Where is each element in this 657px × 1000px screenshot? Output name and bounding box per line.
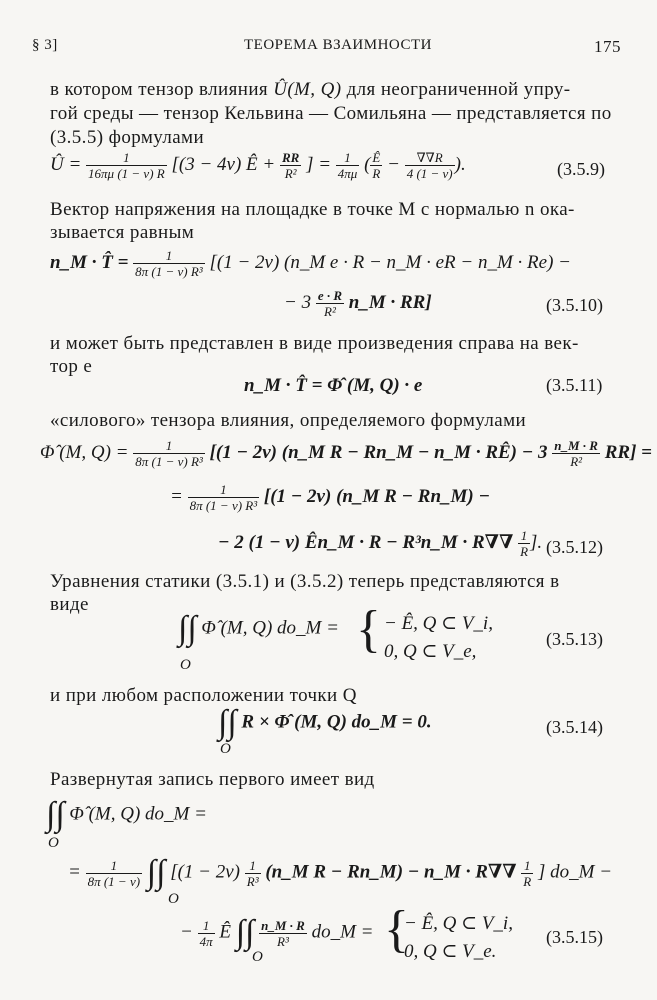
fraction — [518, 528, 530, 559]
fraction-denominator: 16πμ (1 − ν) R — [88, 166, 165, 181]
double-integral-icon: ∫∫ — [218, 704, 237, 741]
fraction — [521, 858, 533, 889]
equation-number: (3.5.13) — [546, 629, 603, 649]
equation-number: (3.5.10) — [546, 295, 603, 315]
eq-term: ]. — [530, 531, 543, 553]
eq-term: = — [68, 861, 81, 883]
paragraph-line: (3.5.5) формулами — [50, 127, 205, 148]
fraction-denominator: R³ — [246, 873, 259, 889]
equation-3-5-15-line-2 — [68, 856, 612, 890]
fraction-numerator: n_M · R — [554, 438, 598, 453]
fraction-numerator: 1 — [245, 858, 261, 874]
equation-3-5-9 — [50, 150, 466, 181]
paragraph-line: тор e — [50, 356, 93, 377]
eq-lhs: n_M · T̂ = — [50, 251, 129, 273]
fraction-numerator: RR — [281, 150, 300, 165]
equation-3-5-14 — [218, 706, 432, 740]
equation-3-5-12-line-2 — [170, 482, 490, 513]
fraction-numerator: Ê — [372, 150, 381, 165]
eq-term: ). — [454, 153, 466, 175]
fraction-numerator: e · R — [317, 288, 343, 303]
fraction — [316, 288, 344, 319]
fraction-denominator: R² — [570, 454, 583, 469]
fraction — [133, 438, 205, 469]
integration-domain: O — [180, 657, 191, 673]
fraction — [405, 150, 455, 181]
eq-term: R × Φ̂ (M, Q) do_M = 0. — [241, 711, 432, 733]
fraction-numerator: n_M · R — [261, 917, 305, 933]
text-run: для неограниченной упру- — [346, 79, 571, 100]
fraction — [198, 918, 215, 949]
equation-number: (3.5.11) — [546, 375, 603, 395]
left-brace-icon: { — [356, 601, 381, 658]
equation-3-5-15-line-3 — [180, 916, 373, 950]
fraction — [370, 150, 382, 181]
equation-3-5-11: n_M · T̂ = Φ̂ (M, Q) · e — [244, 375, 423, 396]
fraction-denominator: 8π (1 − ν) R³ — [135, 454, 203, 469]
fraction-numerator: 1 — [133, 248, 205, 264]
eq-term: [(1 − 2ν) (n_M R − Rn_M − n_M · RÊ) − 3 — [209, 441, 548, 463]
fraction — [280, 150, 301, 181]
eq-term: n_M · RR] — [348, 291, 432, 313]
fraction — [245, 858, 261, 889]
tensor-symbol: Û(M, Q) — [273, 79, 342, 100]
fraction-denominator: 4πμ — [337, 166, 358, 181]
fraction-numerator: ∇∇R — [405, 150, 455, 166]
text-run: Вектор напряжения на площадке в точке M с нормалью n — [50, 199, 535, 220]
equation-3-5-13 — [178, 612, 339, 646]
fraction-numerator: 1 — [188, 482, 260, 498]
eq-term: [(1 − 2ν) (n_M e · R − n_M · eR − n_M · Re) − — [209, 251, 571, 273]
eq-term: [(1 − 2ν) (n_M R − Rn_M) − — [263, 485, 491, 507]
equation-3-5-12-line-3 — [218, 528, 542, 559]
fraction-denominator: R³ — [277, 933, 289, 949]
case-line: 0, Q ⊂ V_e. — [404, 941, 497, 962]
integration-domain: O — [168, 891, 179, 907]
eq-lhs: Φ̂ (M, Q) = — [40, 441, 129, 463]
double-integral-icon: ∫∫ — [235, 914, 255, 951]
fraction-numerator: 1 — [133, 438, 205, 454]
double-integral-icon: ∫∫ — [146, 854, 166, 891]
paragraph-line — [50, 200, 575, 219]
fraction-denominator: 8π (1 − ν) — [87, 873, 141, 889]
fraction-denominator: R² — [284, 166, 297, 181]
paragraph-line: зывается равным — [50, 222, 195, 243]
equation-3-5-10-line-2 — [284, 288, 432, 319]
paragraph-line: Развернутая запись первого имеет вид — [50, 769, 375, 790]
integration-domain: O — [220, 741, 231, 757]
paragraph-line — [50, 80, 570, 99]
fraction — [86, 150, 167, 181]
fraction-denominator: 8π (1 − ν) R³ — [189, 498, 258, 513]
equation-3-5-12-line-1 — [40, 438, 652, 469]
eq-term: (n_M R − Rn_M) − n_M · R∇∇ — [265, 861, 517, 883]
fraction-denominator: 8π (1 − ν) R³ — [135, 264, 203, 279]
page-number: 175 — [594, 37, 621, 56]
integration-domain: O — [48, 835, 59, 851]
integration-domain: O — [252, 949, 263, 965]
eq-term: Ê — [219, 921, 231, 943]
double-integral-icon: ∫∫ — [178, 610, 197, 647]
equation-number: (3.5.12) — [546, 537, 603, 557]
eq-term: ] do_M − — [538, 861, 613, 883]
running-title: ТЕОРЕМА ВЗАИМНОСТИ — [244, 37, 432, 53]
text-run: ока- — [539, 199, 575, 220]
eq-term: − 2 (1 − ν) Ên_M · R − R³n_M · R∇∇ — [218, 531, 514, 553]
section-marker: § 3] — [32, 37, 58, 53]
eq-term: Φ̂ (M, Q) do_M = — [201, 617, 339, 639]
eq-lhs: Û = — [50, 153, 82, 175]
fraction-numerator: 1 — [198, 918, 215, 934]
case-line: − Ê, Q ⊂ V_i, — [404, 913, 513, 934]
fraction-numerator: 1 — [86, 858, 142, 874]
left-brace-icon: { — [384, 901, 409, 958]
fraction — [133, 248, 205, 279]
equation-3-5-10-line-1 — [50, 248, 571, 279]
fraction-denominator: R — [523, 873, 532, 889]
eq-term: [(1 − 2ν) — [170, 861, 240, 883]
fraction-numerator: 1 — [86, 150, 167, 166]
equation-number: (3.5.15) — [546, 927, 603, 947]
eq-term: RR] = — [604, 441, 652, 463]
fraction-denominator: R — [520, 544, 529, 559]
case-line: 0, Q ⊂ V_e, — [384, 641, 477, 662]
eq-term: = — [170, 485, 183, 507]
eq-term: do_M = — [311, 921, 374, 943]
eq-term: − 3 — [284, 291, 312, 313]
case-line: − Ê, Q ⊂ V_i, — [384, 613, 493, 634]
paragraph-line: виде — [50, 594, 89, 615]
fraction — [552, 438, 600, 469]
fraction-denominator: 4π — [199, 933, 213, 949]
eq-term: Φ̂ (M, Q) do_M = — [69, 803, 207, 825]
paragraph-line: гой среды — тензор Кельвина — Сомильяна — представляется по — [50, 103, 612, 124]
fraction — [86, 858, 142, 889]
paragraph-line: и при любом расположении точки Q — [50, 685, 357, 706]
fraction — [336, 150, 360, 181]
equation-3-5-15-line-1 — [46, 798, 207, 832]
eq-term: ] = — [306, 153, 332, 175]
equation-number: (3.5.14) — [546, 717, 603, 737]
fraction-numerator: 1 — [518, 528, 530, 544]
fraction-numerator: 1 — [336, 150, 360, 166]
fraction-denominator: R — [372, 166, 381, 181]
paragraph-line: и может быть представлен в виде произведения справа на век- — [50, 333, 579, 354]
paragraph-line: «силового» тензора влияния, определяемого формулами — [50, 410, 527, 431]
double-integral-icon: ∫∫ — [46, 796, 65, 833]
eq-term: − — [180, 921, 193, 943]
eq-term: − — [387, 153, 400, 175]
fraction-denominator: 4 (1 − ν) — [406, 166, 453, 181]
fraction — [188, 482, 260, 513]
eq-term: ( — [364, 153, 371, 175]
equation-number: (3.5.9) — [557, 159, 605, 179]
text-run: в котором тензор влияния — [50, 79, 269, 100]
paragraph-line: Уравнения статики (3.5.1) и (3.5.2) теперь представляются в — [50, 571, 560, 592]
fraction-numerator: 1 — [521, 858, 533, 874]
fraction-denominator: R² — [324, 304, 336, 319]
eq-term: [(3 − 4ν) Ê + — [171, 153, 276, 175]
fraction — [259, 918, 307, 949]
